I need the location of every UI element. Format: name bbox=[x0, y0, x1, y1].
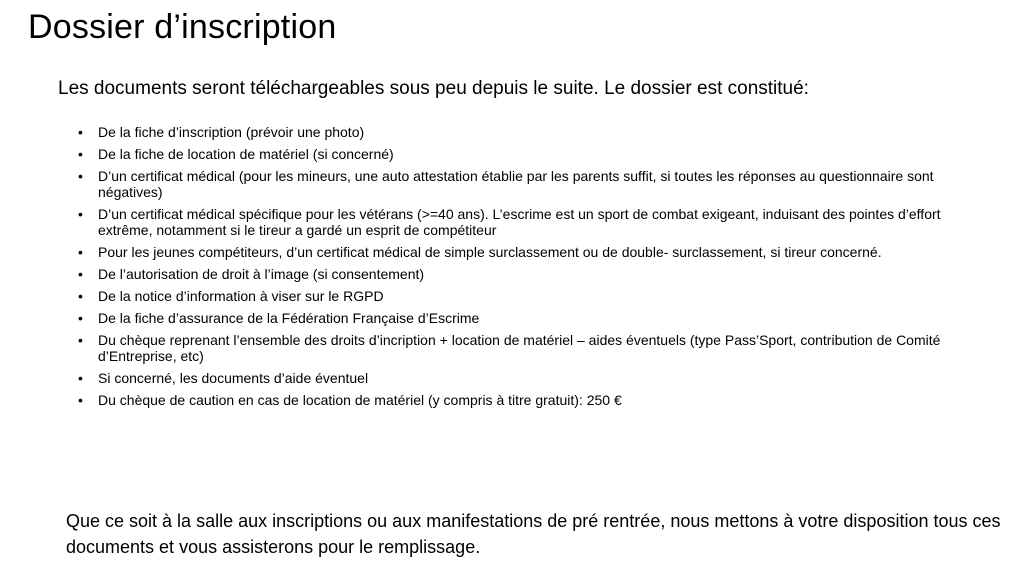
list-item: • Pour les jeunes compétiteurs, d’un certificat médical de simple surclassement ou de double- surclassement, si tireur concerné. bbox=[76, 244, 956, 260]
intro-text: Les documents seront téléchargeables sous peu depuis le suite. Le dossier est constitué: bbox=[58, 78, 809, 99]
list-item: • Du chèque de caution en cas de location de matériel (y compris à titre gratuit): 250 € bbox=[76, 392, 956, 408]
closing-text: Que ce soit à la salle aux inscriptions ou aux manifestations de pré rentrée, nous mettons à votre disposition tous ces documents et vous assisterons pour le remplissage. bbox=[66, 511, 1001, 557]
list-item: • De la fiche d’assurance de la Fédération Française d’Escrime bbox=[76, 310, 956, 326]
list-item: • De la fiche de location de matériel (si concerné) bbox=[76, 146, 956, 162]
list-item: • De la fiche d’inscription (prévoir une photo) bbox=[76, 124, 956, 140]
list-item: • De la notice d’information à viser sur le RGPD bbox=[76, 288, 956, 304]
list-item: • D’un certificat médical (pour les mineurs, une auto attestation établie par les parents suffit, si toutes les réponses au questionnaire sont négatives) bbox=[76, 168, 956, 200]
list-item: • Si concerné, les documents d’aide éventuel bbox=[76, 370, 956, 386]
list-item: • Du chèque reprenant l’ensemble des droits d’incription + location de matériel – aides éventuels (type Pass’Sport, contribution de Comité d’Entreprise, etc) bbox=[76, 332, 956, 364]
list-item: • D’un certificat médical spécifique pour les vétérans (>=40 ans). L’escrime est un sport de combat exigeant, induisant des pointes d’effort extrême, notamment si le tireur a gardé un esprit de compétiteur bbox=[76, 206, 956, 238]
document-list bbox=[76, 124, 956, 414]
slide-title: Dossier d’inscription bbox=[28, 8, 337, 46]
list-item: • De l’autorisation de droit à l’image (si consentement) bbox=[76, 266, 956, 282]
